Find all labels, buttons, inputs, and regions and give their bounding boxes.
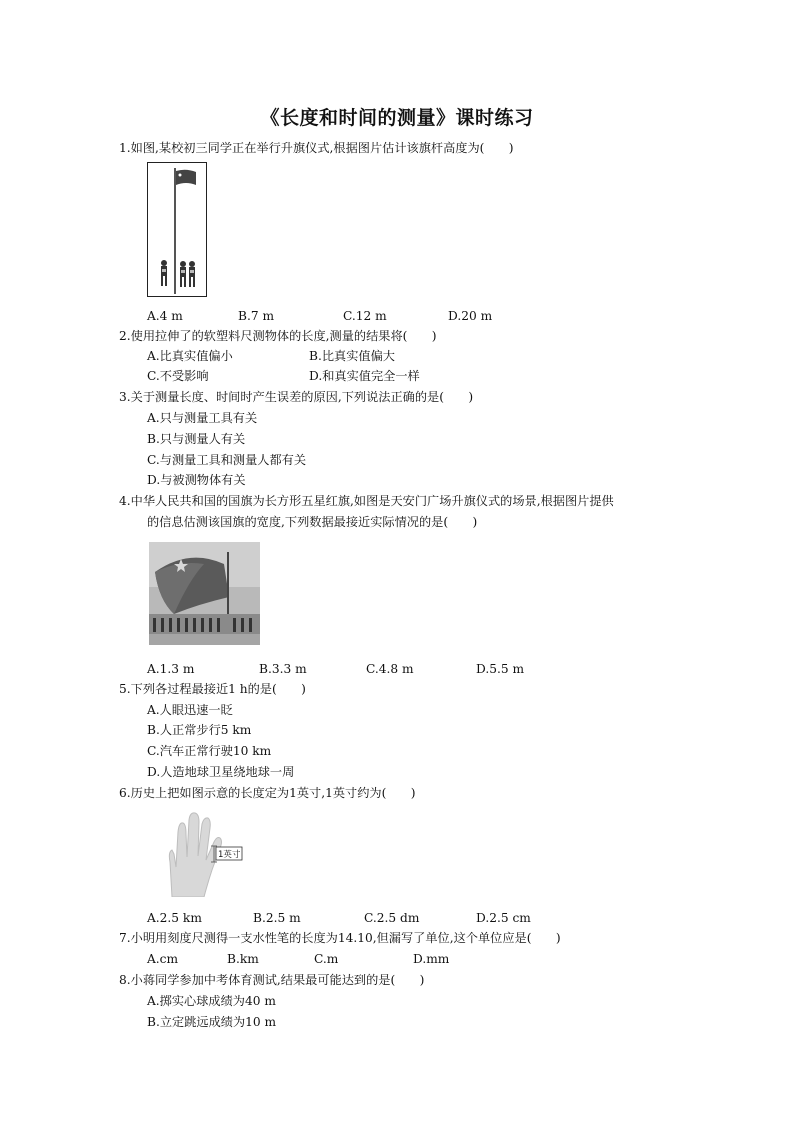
option-a: A.只与测量工具有关 (147, 411, 258, 425)
question-4-stem-line2: 的信息估测该国旗的宽度,下列数据最接近实际情况的是( ) (147, 515, 478, 529)
option-c: C.不受影响 (147, 369, 209, 383)
option-a: A.2.5 km (147, 911, 202, 925)
option-a: A.1.3 m (147, 662, 195, 676)
option-d: D.人造地球卫星绕地球一周 (147, 765, 295, 779)
option-a: A.人眼迅速一眨 (147, 703, 233, 717)
option-b: B.人正常步行5 km (147, 723, 252, 737)
flagpole-figure (147, 162, 207, 297)
question-6-options (0, 910, 794, 926)
option-b: B.7 m (238, 309, 275, 323)
question-7-stem: 7.小明用刻度尺测得一支水性笔的长度为14.10,但漏写了单位,这个单位应是( ) (119, 931, 561, 945)
option-d: D.2.5 cm (476, 911, 531, 925)
option-c: C.与测量工具和测量人都有关 (147, 453, 307, 467)
option-a: A.比真实值偏小 (147, 349, 233, 363)
option-a: A.4 m (147, 309, 183, 323)
option-b: B.3.3 m (259, 662, 307, 676)
question-1-stem: 1.如图,某校初三同学正在举行升旗仪式,根据图片估计该旗杆高度为( ) (119, 141, 514, 155)
question-5-stem: 5.下列各过程最接近1 h的是( ) (119, 682, 306, 696)
option-a: A.cm (147, 952, 179, 966)
option-a: A.掷实心球成绩为40 m (147, 994, 276, 1008)
tiananmen-flag-photo (149, 542, 260, 645)
question-7-options (0, 951, 794, 967)
option-b: B.2.5 m (253, 911, 301, 925)
question-3-stem: 3.关于测量长度、时间时产生误差的原因,下列说法正确的是( ) (119, 390, 474, 404)
question-4-options (0, 661, 794, 677)
question-2-stem: 2.使用拉伸了的软塑料尺测物体的长度,测量的结果将( ) (119, 329, 437, 343)
option-c: C.汽车正常行驶10 km (147, 744, 272, 758)
option-c: C.12 m (343, 309, 387, 323)
question-1-options (0, 308, 794, 324)
question-4-stem-line1: 4.中华人民共和国的国旗为长方形五星红旗,如图是天安门广场升旗仪式的场景,根据图片提供 (119, 494, 614, 508)
option-d: D.与被测物体有关 (147, 473, 246, 487)
option-c: C.2.5 dm (364, 911, 420, 925)
option-b: B.只与测量人有关 (147, 432, 246, 446)
option-b: B.km (227, 952, 259, 966)
option-d: D.5.5 m (476, 662, 525, 676)
option-d: D.和真实值完全一样 (309, 369, 420, 383)
option-d: D.20 m (448, 309, 493, 323)
hand-figure (150, 812, 245, 897)
page-title: 《长度和时间的测量》课时练习 (260, 107, 534, 129)
question-8-stem: 8.小蒋同学参加中考体育测试,结果最可能达到的是( ) (119, 973, 425, 987)
option-b: B.比真实值偏大 (309, 349, 395, 363)
inch-label: 1英寸 (218, 850, 241, 860)
option-b: B.立定跳远成绩为10 m (147, 1015, 277, 1029)
option-c: C.m (314, 952, 339, 966)
option-c: C.4.8 m (366, 662, 414, 676)
option-d: D.mm (413, 952, 450, 966)
question-6-stem: 6.历史上把如图示意的长度定为1英寸,1英寸约为( ) (119, 786, 416, 800)
